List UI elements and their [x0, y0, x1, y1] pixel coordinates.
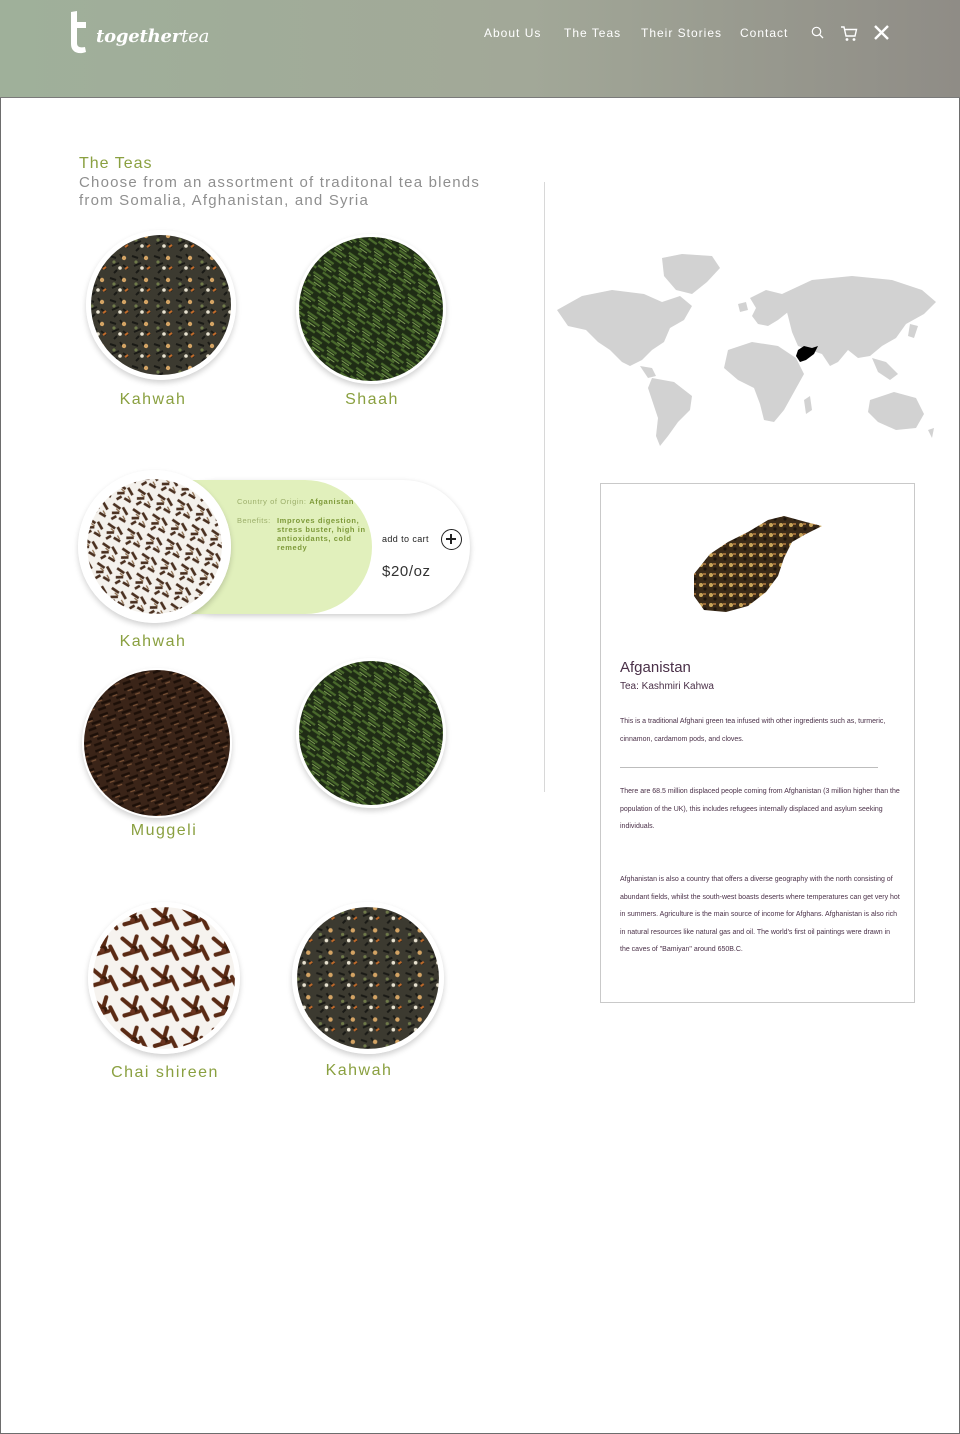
afghanistan-tea-map-image [688, 512, 828, 618]
tea-card-chai-shireen[interactable] [88, 902, 240, 1054]
country-tea-name: Tea: Kashmiri Kahwa [620, 681, 714, 692]
origin-value: Afganistan [309, 497, 355, 506]
add-to-cart-label[interactable]: add to cart [382, 534, 429, 544]
tea-image[interactable] [292, 902, 444, 1054]
world-map[interactable] [552, 250, 942, 450]
section-subtitle: Choose from an assortment of traditonal tea blends from Somalia, Afghanistan, and Syria [79, 174, 481, 209]
tea-card-kahwah-2[interactable] [292, 902, 444, 1054]
nav-about-us[interactable]: About Us [484, 26, 542, 40]
tea-image[interactable] [296, 658, 446, 808]
tea-label[interactable]: Kahwah [119, 391, 187, 408]
logo-name-light: tea [181, 25, 210, 47]
tea-image[interactable] [88, 902, 240, 1054]
site-header [0, 0, 960, 98]
tea-label[interactable]: Chai shireen [111, 1064, 219, 1081]
add-to-cart-plus-icon[interactable] [441, 529, 462, 550]
benefits-value: Improves digestion, stress buster, high in antioxidants, cold remedy [277, 516, 366, 552]
tea-image[interactable] [78, 470, 231, 623]
tea-card-green[interactable] [296, 658, 446, 808]
tea-card-shaah[interactable] [296, 234, 446, 384]
tea-card-kahwah-1[interactable] [86, 230, 236, 380]
tea-image[interactable] [296, 234, 446, 384]
logo-mark-icon [68, 10, 92, 54]
tea-label[interactable]: Shaah [345, 391, 399, 408]
origin-label: Country of Origin: [237, 497, 307, 506]
info-paragraph-1: This is a traditional Afghani green tea infused with other ingredients such as, turmeric, cinnamon, cardamom pods, and cloves. [620, 718, 886, 743]
country-name: Afganistan [620, 659, 691, 676]
tea-label[interactable]: Kahwah [325, 1062, 393, 1079]
benefits-label: Benefits: [237, 516, 271, 525]
nav-the-teas[interactable]: The Teas [564, 26, 622, 40]
info-divider [620, 767, 878, 768]
search-icon[interactable] [811, 26, 824, 39]
vertical-divider [544, 182, 545, 792]
logo[interactable] [68, 10, 209, 54]
tea-label[interactable]: Kahwah [119, 633, 187, 650]
info-paragraph-2: There are 68.5 million displaced people coming from Afghanistan (3 million higher than the population of the UK), this includes refugees internally displaced and asylum seeking individuals. [620, 788, 900, 830]
logo-name-bold: together [96, 25, 182, 47]
origin-text [237, 497, 354, 506]
tea-price: $20/oz [382, 563, 431, 580]
nav-contact[interactable]: Contact [740, 26, 789, 40]
close-icon[interactable] [874, 25, 889, 40]
cart-icon[interactable] [840, 25, 858, 42]
logo-text [96, 26, 209, 47]
tea-image[interactable] [86, 230, 236, 380]
tea-image[interactable] [82, 668, 232, 818]
info-paragraph-3: Afghanistan is also a country that offers a diverse geography with the north consisting of abundant fields, whilst the south-west boasts deserts where temperatures can get very hot in summers. Agriculture is the main source of income for Afghans. Afghanistan is also rich in natural resources like natural gas and oil. The world's first oil paintings were drawn in the caves of "Bamiyan" around 650B.C. [620, 876, 900, 953]
section-title: The Teas [79, 155, 153, 172]
tea-card-kahwah-selected[interactable] [78, 470, 231, 623]
nav-their-stories[interactable]: Their Stories [641, 26, 723, 40]
tea-label[interactable]: Muggeli [130, 822, 198, 839]
tea-card-muggeli[interactable] [82, 668, 232, 818]
